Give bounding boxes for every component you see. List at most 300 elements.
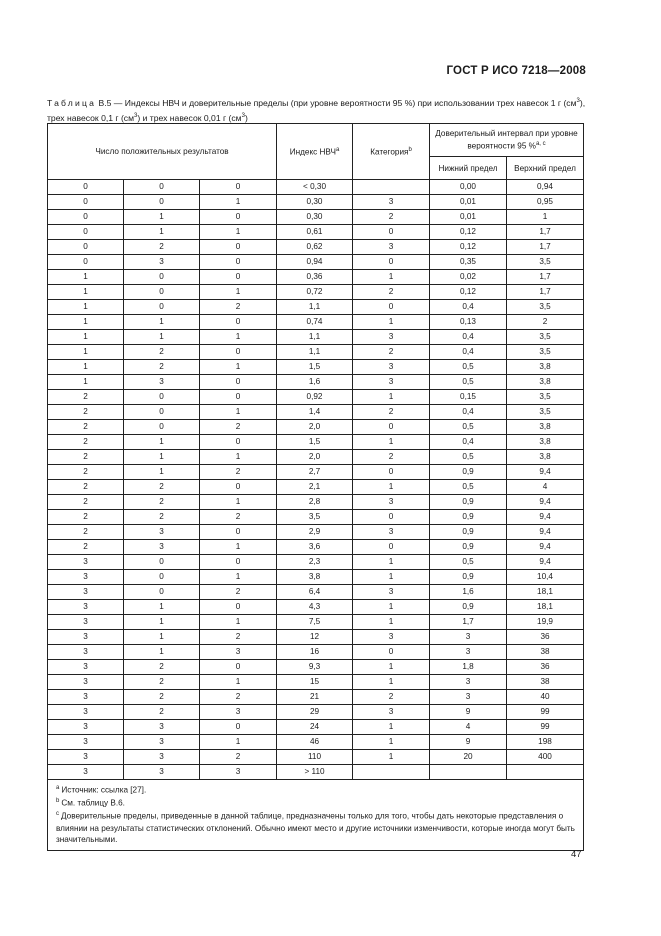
table-row (48, 720, 584, 735)
cell-positive-0-1g: 3 (124, 375, 200, 390)
cell-upper-limit: 10,4 (507, 570, 584, 585)
cell-category: 0 (353, 225, 430, 240)
cell-upper-limit: 3,8 (507, 360, 584, 375)
caption-sup-2: 3 (134, 113, 138, 120)
cell-positive-0-1g: 3 (124, 720, 200, 735)
cell-upper-limit: 9,4 (507, 540, 584, 555)
cell-mpn-index: 0,30 (277, 210, 353, 225)
cell-category: 0 (353, 255, 430, 270)
cell-positive-1g: 3 (48, 675, 124, 690)
cell-positive-0-1g: 0 (124, 390, 200, 405)
footnote-text: Доверительные пределы, приведенные в данной таблице, предназначены только для того, чтобы дать некоторые представления о влиянии на результаты статистических отклонений. Обычно имеют место и другие источники изменчивости, которые иногда могут быть значительными. (56, 812, 575, 845)
cell-positive-0-01g: 0 (200, 270, 277, 285)
table-row (48, 510, 584, 525)
cell-positive-1g: 1 (48, 330, 124, 345)
cell-category: 3 (353, 705, 430, 720)
cell-positive-1g: 2 (48, 465, 124, 480)
cell-lower-limit: 0,9 (430, 495, 507, 510)
cell-positive-0-1g: 2 (124, 495, 200, 510)
cell-upper-limit: 3,5 (507, 405, 584, 420)
table-row (48, 675, 584, 690)
cell-positive-1g: 0 (48, 255, 124, 270)
cell-positive-0-1g: 1 (124, 315, 200, 330)
header-category (353, 124, 430, 180)
cell-positive-0-1g: 1 (124, 465, 200, 480)
cell-category: 0 (353, 510, 430, 525)
cell-category: 2 (353, 210, 430, 225)
cell-positive-1g: 1 (48, 270, 124, 285)
cell-lower-limit: 0,4 (430, 435, 507, 450)
cell-positive-0-01g: 0 (200, 720, 277, 735)
caption-text-3: ) и трех навесок 0,01 г (см (137, 113, 242, 124)
table-row (48, 765, 584, 780)
table-row (48, 630, 584, 645)
table-row (48, 600, 584, 615)
cell-positive-0-1g: 2 (124, 345, 200, 360)
cell-category: 2 (353, 405, 430, 420)
cell-positive-1g: 0 (48, 180, 124, 195)
caption-sup-3: 3 (241, 113, 245, 120)
cell-mpn-index: 0,62 (277, 240, 353, 255)
caption-number: В.5 (98, 97, 112, 108)
cell-positive-0-1g: 0 (124, 300, 200, 315)
cell-lower-limit: 0,9 (430, 600, 507, 615)
cell-upper-limit: 3,8 (507, 450, 584, 465)
cell-positive-1g: 0 (48, 240, 124, 255)
caption-sup-1: 3 (576, 98, 580, 104)
cell-positive-1g: 0 (48, 210, 124, 225)
cell-positive-0-01g: 3 (200, 705, 277, 720)
cell-category: 1 (353, 660, 430, 675)
cell-positive-0-1g: 2 (124, 690, 200, 705)
cell-positive-1g: 3 (48, 645, 124, 660)
cell-positive-1g: 2 (48, 495, 124, 510)
cell-lower-limit: 4 (430, 720, 507, 735)
cell-positive-0-01g: 0 (200, 555, 277, 570)
cell-category: 1 (353, 270, 430, 285)
cell-lower-limit: 0,5 (430, 555, 507, 570)
cell-lower-limit: 1,7 (430, 615, 507, 630)
header-confidence-interval (430, 124, 584, 157)
table-row (48, 660, 584, 675)
cell-positive-1g: 3 (48, 720, 124, 735)
cell-positive-1g: 1 (48, 285, 124, 300)
cell-positive-0-01g: 1 (200, 360, 277, 375)
cell-lower-limit: 0,15 (430, 390, 507, 405)
cell-upper-limit: 1,7 (507, 240, 584, 255)
table-row (48, 270, 584, 285)
cell-positive-0-1g: 0 (124, 195, 200, 210)
header-mpn-index (277, 124, 353, 180)
cell-mpn-index: 2,0 (277, 450, 353, 465)
cell-upper-limit: 400 (507, 750, 584, 765)
caption-text-1: — Индексы НВЧ и доверительные пределы (при уровне вероятности 95 %) при использовании трех навесок 1 г (см (113, 97, 577, 108)
cell-mpn-index: 3,8 (277, 570, 353, 585)
cell-lower-limit: 9 (430, 735, 507, 750)
cell-positive-0-01g: 1 (200, 735, 277, 750)
cell-positive-1g: 3 (48, 555, 124, 570)
cell-mpn-index: 0,30 (277, 195, 353, 210)
cell-category: 0 (353, 420, 430, 435)
cell-positive-0-1g: 0 (124, 585, 200, 600)
cell-lower-limit: 0,02 (430, 270, 507, 285)
cell-mpn-index: 6,4 (277, 585, 353, 600)
cell-positive-1g: 3 (48, 735, 124, 750)
cell-positive-1g: 1 (48, 315, 124, 330)
cell-upper-limit: 3,8 (507, 375, 584, 390)
table-row (48, 555, 584, 570)
cell-upper-limit: 3,5 (507, 345, 584, 360)
cell-positive-1g: 0 (48, 225, 124, 240)
cell-positive-1g: 3 (48, 660, 124, 675)
cell-category: 1 (353, 390, 430, 405)
cell-lower-limit: 0,4 (430, 405, 507, 420)
cell-upper-limit: 3,5 (507, 330, 584, 345)
cell-positive-0-01g: 2 (200, 420, 277, 435)
cell-mpn-index: 9,3 (277, 660, 353, 675)
cell-positive-0-1g: 1 (124, 645, 200, 660)
cell-lower-limit: 1,8 (430, 660, 507, 675)
cell-lower-limit: 1,6 (430, 585, 507, 600)
cell-positive-0-01g: 1 (200, 330, 277, 345)
cell-mpn-index: 1,5 (277, 435, 353, 450)
document-standard-header: ГОСТ Р ИСО 7218—2008 (446, 65, 586, 77)
cell-lower-limit: 0,9 (430, 525, 507, 540)
cell-positive-0-1g: 1 (124, 225, 200, 240)
table-row (48, 360, 584, 375)
cell-lower-limit: 0,5 (430, 360, 507, 375)
cell-lower-limit: 20 (430, 750, 507, 765)
cell-positive-0-01g: 1 (200, 225, 277, 240)
header-upper-limit: Верхний предел (507, 157, 584, 180)
cell-upper-limit: 3,8 (507, 435, 584, 450)
cell-upper-limit: 9,4 (507, 495, 584, 510)
cell-positive-0-01g: 0 (200, 210, 277, 225)
cell-lower-limit: 3 (430, 645, 507, 660)
header-mpn-index-label: Индекс НВЧ (289, 147, 336, 157)
cell-mpn-index: 3,5 (277, 510, 353, 525)
cell-lower-limit: 0,12 (430, 285, 507, 300)
cell-mpn-index: 12 (277, 630, 353, 645)
footnote (56, 783, 579, 796)
cell-positive-0-01g: 3 (200, 765, 277, 780)
table-row (48, 735, 584, 750)
table-row (48, 750, 584, 765)
cell-category: 1 (353, 675, 430, 690)
table-row (48, 180, 584, 195)
cell-category: 1 (353, 570, 430, 585)
cell-mpn-index: 0,36 (277, 270, 353, 285)
cell-positive-0-1g: 3 (124, 540, 200, 555)
cell-positive-0-1g: 3 (124, 525, 200, 540)
cell-positive-0-01g: 0 (200, 435, 277, 450)
header-positive-results: Число положительных результатов (48, 124, 277, 180)
cell-positive-1g: 2 (48, 405, 124, 420)
table-row (48, 450, 584, 465)
cell-positive-0-1g: 0 (124, 555, 200, 570)
table-row (48, 330, 584, 345)
cell-positive-0-01g: 1 (200, 450, 277, 465)
cell-category: 2 (353, 285, 430, 300)
cell-positive-1g: 1 (48, 300, 124, 315)
cell-positive-0-1g: 0 (124, 570, 200, 585)
caption-text-2: ), трех навесок 0,1 г (см (47, 97, 586, 124)
cell-positive-0-01g: 1 (200, 675, 277, 690)
cell-positive-0-01g: 0 (200, 375, 277, 390)
table-row (48, 390, 584, 405)
cell-mpn-index: 1,1 (277, 300, 353, 315)
cell-upper-limit: 36 (507, 630, 584, 645)
cell-positive-0-1g: 0 (124, 405, 200, 420)
cell-positive-1g: 3 (48, 570, 124, 585)
cell-positive-1g: 1 (48, 345, 124, 360)
header-confidence-interval-mark: а, с (535, 141, 546, 148)
cell-positive-0-1g: 3 (124, 765, 200, 780)
table-row (48, 465, 584, 480)
cell-upper-limit: 1 (507, 210, 584, 225)
cell-mpn-index: 2,0 (277, 420, 353, 435)
cell-category: 1 (353, 720, 430, 735)
cell-upper-limit: 198 (507, 735, 584, 750)
cell-upper-limit: 3,5 (507, 390, 584, 405)
cell-positive-1g: 3 (48, 705, 124, 720)
table-row (48, 300, 584, 315)
cell-positive-1g: 2 (48, 480, 124, 495)
cell-positive-0-01g: 1 (200, 615, 277, 630)
cell-category: 1 (353, 600, 430, 615)
cell-positive-0-01g: 0 (200, 315, 277, 330)
cell-positive-1g: 3 (48, 750, 124, 765)
cell-category: 0 (353, 540, 430, 555)
table-row (48, 705, 584, 720)
cell-lower-limit: 3 (430, 690, 507, 705)
header-confidence-interval-label: Доверительный интервал при уровне вероятности 95 % (435, 129, 578, 151)
cell-mpn-index: 2,1 (277, 480, 353, 495)
cell-positive-0-01g: 1 (200, 495, 277, 510)
cell-positive-0-1g: 2 (124, 360, 200, 375)
cell-positive-1g: 3 (48, 765, 124, 780)
cell-positive-1g: 3 (48, 690, 124, 705)
cell-upper-limit: 19,9 (507, 615, 584, 630)
cell-positive-0-01g: 0 (200, 255, 277, 270)
cell-upper-limit: 0,94 (507, 180, 584, 195)
cell-positive-0-01g: 0 (200, 180, 277, 195)
cell-category: 3 (353, 585, 430, 600)
cell-category (353, 180, 430, 195)
footnote (56, 809, 579, 845)
cell-mpn-index: 0,61 (277, 225, 353, 240)
cell-category: 2 (353, 690, 430, 705)
cell-positive-1g: 1 (48, 360, 124, 375)
cell-positive-0-01g: 0 (200, 345, 277, 360)
caption-label: Таблица (47, 97, 97, 108)
cell-lower-limit: 0,01 (430, 210, 507, 225)
cell-upper-limit: 36 (507, 660, 584, 675)
cell-mpn-index: 16 (277, 645, 353, 660)
cell-upper-limit: 1,7 (507, 270, 584, 285)
table-row (48, 480, 584, 495)
cell-mpn-index: 2,3 (277, 555, 353, 570)
cell-upper-limit: 0,95 (507, 195, 584, 210)
mpn-index-table (47, 123, 584, 851)
cell-mpn-index: 0,92 (277, 390, 353, 405)
cell-upper-limit: 2 (507, 315, 584, 330)
cell-positive-0-1g: 1 (124, 210, 200, 225)
cell-upper-limit: 3,5 (507, 255, 584, 270)
footnote-mark: a (56, 785, 60, 791)
cell-upper-limit: 40 (507, 690, 584, 705)
cell-positive-0-01g: 0 (200, 525, 277, 540)
cell-category (353, 765, 430, 780)
table-row (48, 240, 584, 255)
cell-positive-0-1g: 3 (124, 750, 200, 765)
cell-category: 1 (353, 435, 430, 450)
table-row (48, 615, 584, 630)
cell-lower-limit (430, 765, 507, 780)
table-row (48, 255, 584, 270)
cell-lower-limit: 0,4 (430, 345, 507, 360)
cell-category: 3 (353, 195, 430, 210)
cell-positive-0-01g: 0 (200, 390, 277, 405)
cell-upper-limit: 38 (507, 645, 584, 660)
cell-category: 2 (353, 450, 430, 465)
cell-positive-1g: 3 (48, 585, 124, 600)
cell-positive-1g: 2 (48, 450, 124, 465)
cell-positive-1g: 2 (48, 390, 124, 405)
table-row (48, 195, 584, 210)
cell-lower-limit: 0,4 (430, 330, 507, 345)
cell-category: 0 (353, 645, 430, 660)
cell-positive-0-01g: 2 (200, 585, 277, 600)
table-row (48, 540, 584, 555)
cell-category: 0 (353, 465, 430, 480)
cell-lower-limit: 0,12 (430, 240, 507, 255)
table-row (48, 375, 584, 390)
table-notes (48, 780, 584, 851)
cell-positive-0-1g: 3 (124, 255, 200, 270)
table-body (48, 180, 584, 851)
cell-positive-0-01g: 0 (200, 240, 277, 255)
cell-positive-0-1g: 1 (124, 600, 200, 615)
cell-category: 3 (353, 240, 430, 255)
cell-positive-0-01g: 2 (200, 465, 277, 480)
cell-lower-limit: 9 (430, 705, 507, 720)
cell-positive-1g: 1 (48, 375, 124, 390)
cell-mpn-index: 1,5 (277, 360, 353, 375)
cell-positive-0-1g: 2 (124, 705, 200, 720)
cell-lower-limit: 0,12 (430, 225, 507, 240)
table-row (48, 315, 584, 330)
cell-upper-limit: 1,7 (507, 285, 584, 300)
cell-lower-limit: 0,9 (430, 570, 507, 585)
cell-upper-limit: 9,4 (507, 555, 584, 570)
cell-positive-1g: 3 (48, 600, 124, 615)
cell-positive-0-1g: 2 (124, 660, 200, 675)
cell-positive-0-01g: 0 (200, 480, 277, 495)
cell-positive-0-01g: 1 (200, 570, 277, 585)
cell-positive-0-01g: 0 (200, 660, 277, 675)
cell-lower-limit: 0,5 (430, 420, 507, 435)
cell-positive-0-1g: 1 (124, 330, 200, 345)
cell-positive-0-01g: 1 (200, 540, 277, 555)
cell-mpn-index: 2,9 (277, 525, 353, 540)
footnote-text: Источник: ссылка [27]. (61, 785, 147, 795)
cell-positive-0-1g: 0 (124, 270, 200, 285)
header-mpn-index-mark: а (335, 147, 340, 154)
table-row (48, 585, 584, 600)
table-row (48, 690, 584, 705)
cell-mpn-index: 7,5 (277, 615, 353, 630)
page-number: 47 (571, 849, 582, 860)
cell-upper-limit: 3,8 (507, 420, 584, 435)
table-row (48, 570, 584, 585)
cell-lower-limit: 3 (430, 675, 507, 690)
cell-positive-0-01g: 3 (200, 645, 277, 660)
cell-category: 3 (353, 525, 430, 540)
cell-category: 1 (353, 615, 430, 630)
cell-positive-0-01g: 2 (200, 300, 277, 315)
table-row (48, 405, 584, 420)
cell-upper-limit: 4 (507, 480, 584, 495)
table-row (48, 495, 584, 510)
cell-mpn-index: 21 (277, 690, 353, 705)
cell-upper-limit: 9,4 (507, 525, 584, 540)
cell-lower-limit: 0,13 (430, 315, 507, 330)
cell-lower-limit: 0,00 (430, 180, 507, 195)
cell-positive-1g: 2 (48, 420, 124, 435)
cell-mpn-index: 1,1 (277, 330, 353, 345)
table-row (48, 210, 584, 225)
cell-mpn-index: 0,72 (277, 285, 353, 300)
cell-positive-0-1g: 2 (124, 480, 200, 495)
cell-lower-limit: 0,5 (430, 450, 507, 465)
cell-positive-1g: 0 (48, 195, 124, 210)
cell-upper-limit: 9,4 (507, 510, 584, 525)
table-caption (47, 95, 587, 126)
cell-mpn-index: 15 (277, 675, 353, 690)
cell-mpn-index: 1,1 (277, 345, 353, 360)
cell-positive-0-1g: 1 (124, 435, 200, 450)
cell-category: 3 (353, 360, 430, 375)
cell-positive-1g: 2 (48, 540, 124, 555)
cell-lower-limit: 0,35 (430, 255, 507, 270)
cell-lower-limit: 0,4 (430, 300, 507, 315)
cell-lower-limit: 0,9 (430, 465, 507, 480)
cell-mpn-index: 110 (277, 750, 353, 765)
cell-category: 3 (353, 330, 430, 345)
cell-category: 1 (353, 315, 430, 330)
header-lower-limit: Нижний предел (430, 157, 507, 180)
cell-category: 1 (353, 555, 430, 570)
header-category-label: Категория (370, 147, 409, 157)
cell-positive-0-1g: 3 (124, 735, 200, 750)
cell-lower-limit: 0,01 (430, 195, 507, 210)
cell-category: 0 (353, 300, 430, 315)
cell-positive-0-01g: 1 (200, 285, 277, 300)
cell-positive-0-01g: 1 (200, 195, 277, 210)
cell-upper-limit: 38 (507, 675, 584, 690)
cell-mpn-index: 1,6 (277, 375, 353, 390)
cell-upper-limit: 99 (507, 705, 584, 720)
cell-upper-limit: 18,1 (507, 585, 584, 600)
table-row (48, 225, 584, 240)
cell-mpn-index: 2,8 (277, 495, 353, 510)
cell-positive-0-01g: 1 (200, 405, 277, 420)
cell-positive-0-1g: 1 (124, 630, 200, 645)
cell-mpn-index: 24 (277, 720, 353, 735)
cell-mpn-index: 0,94 (277, 255, 353, 270)
cell-lower-limit: 0,9 (430, 510, 507, 525)
